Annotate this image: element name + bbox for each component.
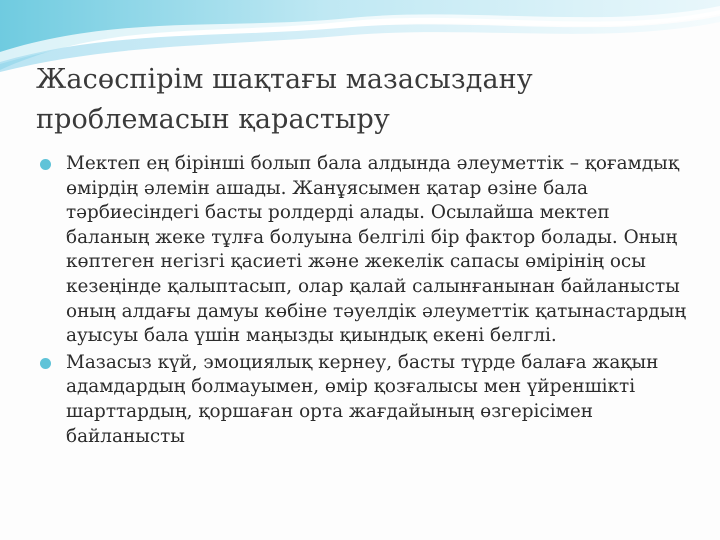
slide-title bbox=[36, 60, 696, 140]
bullet-text-1: Мектеп ең бірінші болып бала алдында әлеуметтік – қоғамдық өмірдің әлемін ашады. Жанұясымен қатар өзіне бала тәрбиесіндегі басты ролдерді алады. Осылайша мектеп баланың жеке тұлға болуына белгілі бір фактор болады. Оның көптеген негізгі қасиеті және жекелік сапасы өмірінің осы кезеңінде қалыптасып, олар қалай салынғанынан байланысты оның алдағы дамуы көбіне тәуелдік әлеуметтік қатынастардың ауысуы бала үшін маңызды қиындық екені белглі. bbox=[66, 153, 687, 347]
bullet-list bbox=[40, 152, 690, 451]
bullet-item-2 bbox=[40, 351, 690, 449]
bullet-text-2: Мазасыз күй, эмоциялық кернеу, басты түрде балаға жақын адамдардың болмауымен, өмір қозғалысы мен үйреншікті шарттардың, қоршаған орта жағдайының өзгерісімен байланысты bbox=[66, 351, 659, 447]
bullet-item-1 bbox=[40, 152, 690, 349]
title-line-2: проблемасын қарастыру bbox=[36, 104, 390, 135]
title-line-1: Жасөспірім шақтағы мазасыздану bbox=[36, 64, 533, 95]
bullet-dot-icon bbox=[40, 358, 51, 369]
bullet-dot-icon bbox=[40, 159, 51, 170]
